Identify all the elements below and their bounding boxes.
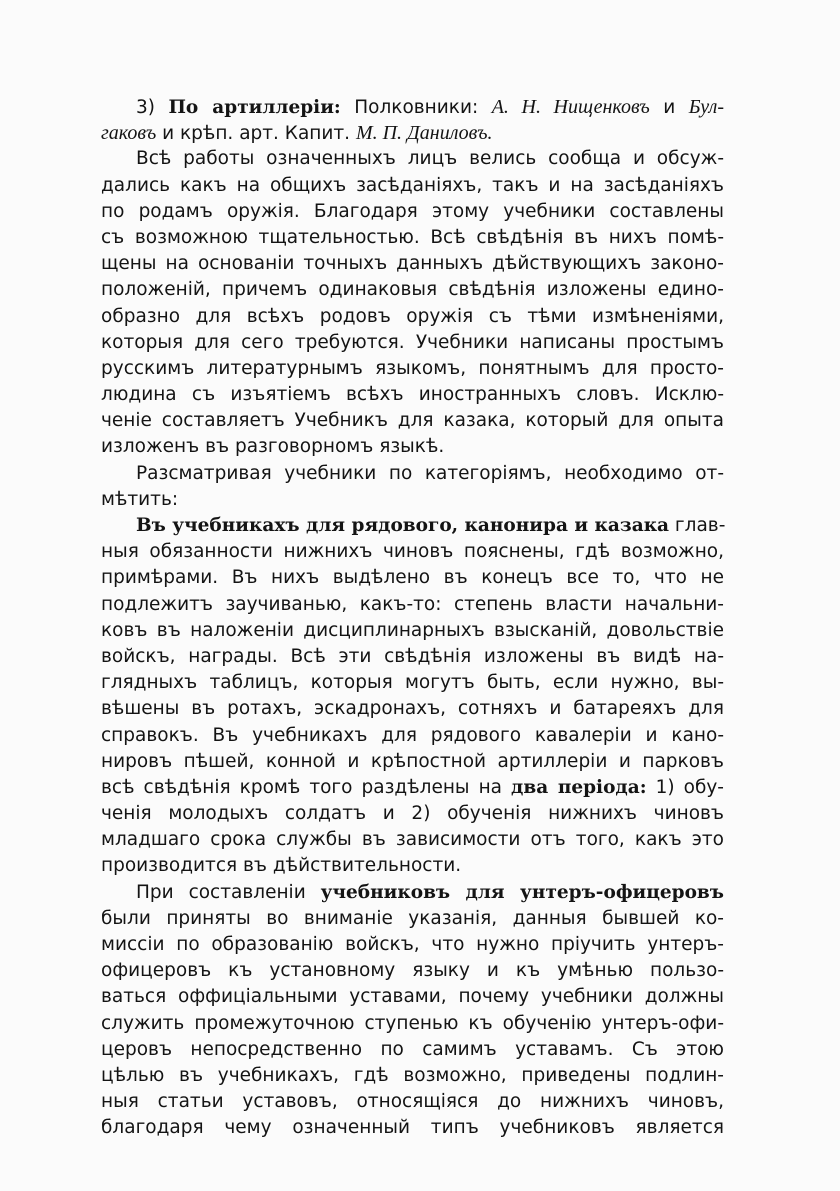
text-line: по родамъ оружія. Благодаря этому учебники составлены xyxy=(101,200,724,222)
text-line: образно для всѣхъ родовъ оружія съ тѣми измѣненіями, xyxy=(101,305,724,327)
text-line xyxy=(101,513,724,539)
text-fragment: глав- xyxy=(669,515,726,536)
text-line: дались какъ на общихъ засѣданіяхъ, такъ и на засѣданіяхъ xyxy=(101,174,724,196)
text-fragment: и xyxy=(649,97,689,118)
text-line: были приняты во вниманіе указанія, данныя бывшей ко- xyxy=(101,907,724,929)
text-line: цѣлью въ учебникахъ, гдѣ возможно, приведены подлин- xyxy=(101,1064,724,1086)
text-fragment: Полковники: xyxy=(340,97,492,118)
text-line: миссіи по образованію войскъ, что нужно пріучить унтеръ- xyxy=(101,934,724,955)
text-line: нировъ пѣшей, конной и крѣпостной артиллеріи и парковъ xyxy=(101,750,724,772)
text-line: подлежитъ заучиванью, какъ-то: степень власти начальни- xyxy=(101,593,724,615)
person-name: гаковъ xyxy=(101,122,157,145)
text-line: ковъ въ наложеніи дисциплинарныхъ взысканій, довольствіе xyxy=(101,619,724,641)
text-line: изложенъ въ разговорномъ языкѣ. xyxy=(101,436,445,458)
person-name: М. П. Даниловъ. xyxy=(355,122,493,145)
text-line: Разсматривая учебники по категоріямъ, необходимо от- xyxy=(136,462,724,484)
text-fragment: При составленіи xyxy=(136,881,321,903)
bold-phrase: учебниковъ для унтеръ-офицеровъ xyxy=(320,881,724,903)
text-line: положеній, причемъ одинаковыя свѣдѣнія изложены едино- xyxy=(101,279,724,301)
text-fragment: всѣ свѣдѣнія кромѣ того раздѣлены на xyxy=(101,776,512,798)
text-line: младшаго срока службы въ зависимости отъ того, какъ это xyxy=(101,829,724,851)
person-name: А. Н. Нищенковъ xyxy=(491,96,650,118)
text-line: которыя для сего требуются. Учебники написаны простымъ xyxy=(101,331,724,353)
text-line: щены на основаніи точныхъ данныхъ дѣйствующихъ законо- xyxy=(101,253,724,275)
text-line: офицеровъ къ установному языку и къ умѣнью пользо- xyxy=(101,960,724,982)
text-line: производится въ дѣйствительности. xyxy=(101,855,462,877)
text-line-artillery-header xyxy=(101,94,724,120)
text-line: русскимъ литературнымъ языкомъ, понятнымъ для просто- xyxy=(101,357,724,379)
artillery-heading: По артиллеріи: xyxy=(168,97,341,118)
text-line: ченіе составляетъ Учебникъ для казака, который для опыта xyxy=(101,410,724,432)
text-line xyxy=(101,775,724,801)
section-number: 3) xyxy=(136,97,169,118)
text-line: справокъ. Въ учебникахъ для рядового кавалеріи и кано- xyxy=(101,724,724,746)
person-name: Бул- xyxy=(688,96,724,118)
text-line: мѣтить: xyxy=(101,488,179,510)
text-line: служить промежуточною ступенью къ обученію унтеръ-офи- xyxy=(101,1012,724,1034)
text-line: съ возможною тщательностью. Всѣ свѣдѣнія въ нихъ помѣ- xyxy=(101,226,724,248)
text-fragment: и крѣп. арт. Капит. xyxy=(156,123,356,145)
text-line xyxy=(101,120,724,146)
text-line: глядныхъ таблицъ, которыя могутъ быть, если нужно, вы- xyxy=(101,672,724,694)
text-line: ченія молодыхъ солдатъ и 2) обученія нижнихъ чиновъ xyxy=(101,803,724,825)
text-line: благодаря чему означенный типъ учебниковъ является xyxy=(101,1117,724,1139)
text-line: ныя обязанности нижнихъ чиновъ пояснены, гдѣ возможно, xyxy=(101,541,724,563)
text-line: Всѣ работы означенныхъ лицъ велись сообща и обсуж- xyxy=(136,148,724,170)
text-fragment: 1) обу- xyxy=(646,776,724,798)
text-line: церовъ непосредственно по самимъ уставамъ. Съ этою xyxy=(101,1038,724,1060)
bold-phrase: Въ учебникахъ для рядового, канонира и казака xyxy=(136,515,670,536)
text-line xyxy=(101,880,724,906)
bold-phrase: два періода: xyxy=(511,776,647,798)
text-block xyxy=(101,94,724,1142)
text-line: людина съ изъятіемъ всѣхъ иностранныхъ словъ. Исклю- xyxy=(101,384,724,406)
text-line: войскъ, награды. Всѣ эти свѣдѣнія изложены въ видѣ на- xyxy=(101,645,724,667)
text-line: ваться оффиціальными уставами, почему учебники должны xyxy=(101,986,724,1008)
text-line: примѣрами. Въ нихъ выдѣлено въ конецъ все то, что не xyxy=(101,567,724,589)
text-line: вѣшены въ ротахъ, эскадронахъ, сотняхъ и батареяхъ для xyxy=(101,698,724,720)
text-line: ныя статьи уставовъ, относящіяся до нижнихъ чиновъ, xyxy=(101,1091,724,1113)
